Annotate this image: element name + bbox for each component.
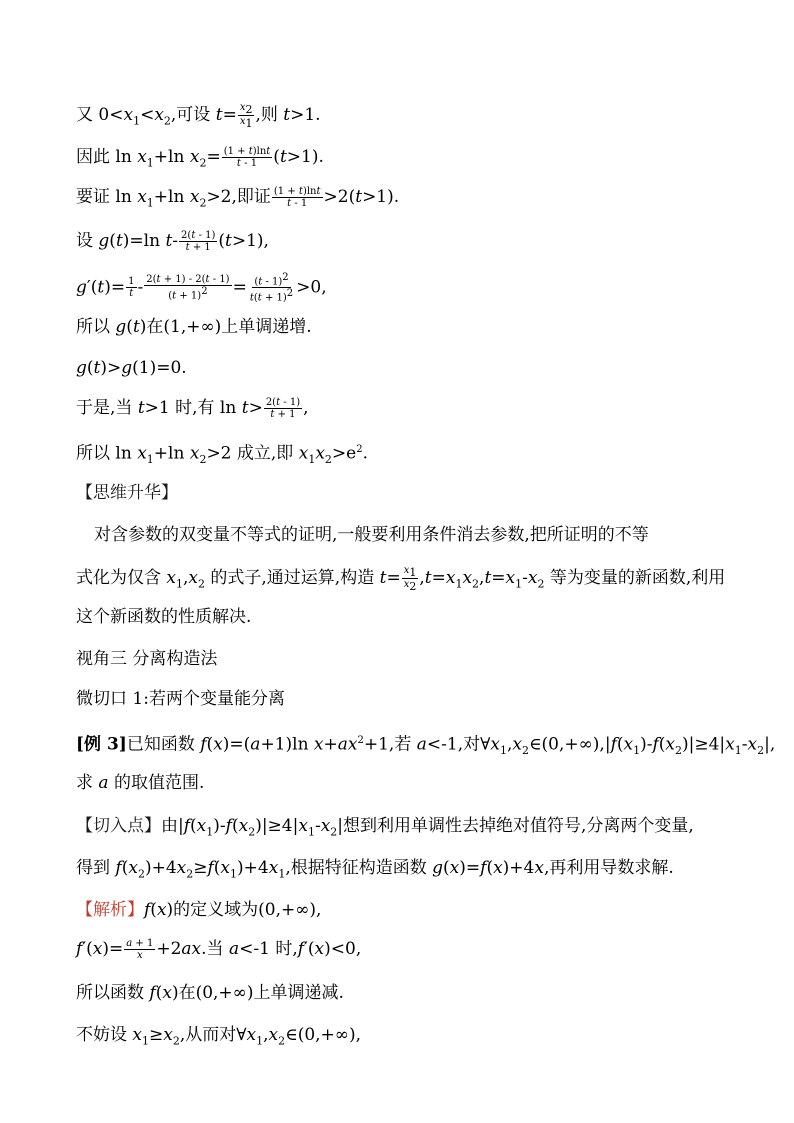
- entry-point-line-1: 【切入点】由$|f(x_1)-f(x_2)|\ge 4|x_1-x_2|$想到利用单调性去掉绝对值符号,分离两个变量,: [76, 816, 694, 839]
- entry-point-line-2: 得到 $f(x_2)+4x_2\ge f(x_1)+4x_1$,根据特征构造函数 g(x)=f(x)+4x,再利用导数求解.: [76, 858, 674, 881]
- paragraph-line-2: 式化为仅含 $x_1,x_2$ 的式子,通过运算,构造 t= $\frac{x_1}{x_2}$ $,t=x_1x_2,t=x_1-x_2$ 等为变量的新函数,利用: [76, 565, 726, 593]
- line-4: 设 g(t)=ln t- $\frac{2(t - 1)}{t + 1}$ (t>1),: [76, 230, 269, 253]
- solution-line-4: 不妨设 $x_1\ge x_2$,从而对$\forall x_1,x_2\in(0,+\infty)$,: [76, 1025, 361, 1048]
- line-6: 所以 g(t)在(1,+∞)上单调递增.: [76, 317, 312, 337]
- section-heading-thinking: 【思维升华】: [76, 483, 178, 503]
- line-1: 又 $0<x_1<x_2$,可设 t= $\frac{x_2}{x_1}$ ,则 t>1.: [76, 102, 321, 130]
- solution-line-1: 【解析】f(x)的定义域为(0,+∞),: [76, 900, 322, 920]
- solution-line-3: 所以函数 f(x)在(0,+∞)上单调递减.: [76, 983, 344, 1003]
- line-7: g(t)>g(1)=0.: [76, 358, 187, 378]
- example-3-statement: [例 3]已知函数 f(x)=(a+1)ln $x+ax^2+1$,若 a<-1,对$\forall x_1,x_2\in(0,+\infty),|f(x_1)-f(x_2)|\ge 4|x_1-x_2|$,: [76, 734, 776, 758]
- paragraph-line-1: 对含参数的双变量不等式的证明,一般要利用条件消去参数,把所证明的不等: [94, 525, 649, 545]
- line-3: 要证 $\ln x_1+\ln$ $x_2>2$,即证 $\frac{(1 + t)\ln t}{t - 1}$ >2(t>1).: [76, 186, 400, 210]
- line-5: g′(t)= $\frac{1}{t}$ - $\frac{2(t + 1) - 2(t - 1)}{(t + 1)^2}$ = $\frac{(t - 1)^2}{t(t + 1)^2}$ >0,: [76, 272, 327, 304]
- line-9: 所以 $\ln x_1+\ln$ $x_2>2$ 成立,即 $x_1x_2>e^2$.: [76, 443, 368, 467]
- line-8: 于是,当 t>1 时,有 ln t> $\frac{2(t - 1)}{t + 1}$ ,: [76, 397, 309, 420]
- line-2: 因此 $\ln x_1+\ln$ $x_2=$ $\frac{(1 + t)\ln t}{t - 1}$ (t>1).: [76, 146, 324, 170]
- subsection-heading: 微切口 1:若两个变量能分离: [76, 689, 285, 709]
- example-3-question: 求 a 的取值范围.: [76, 773, 205, 793]
- section-heading-angle-three: 视角三 分离构造法: [76, 649, 218, 669]
- solution-line-2: f′(x)= $\frac{a + 1}{x}$ +2ax.当 a<-1 时,f′(x)<0,: [76, 938, 362, 961]
- paragraph-line-3: 这个新函数的性质解决.: [76, 607, 252, 627]
